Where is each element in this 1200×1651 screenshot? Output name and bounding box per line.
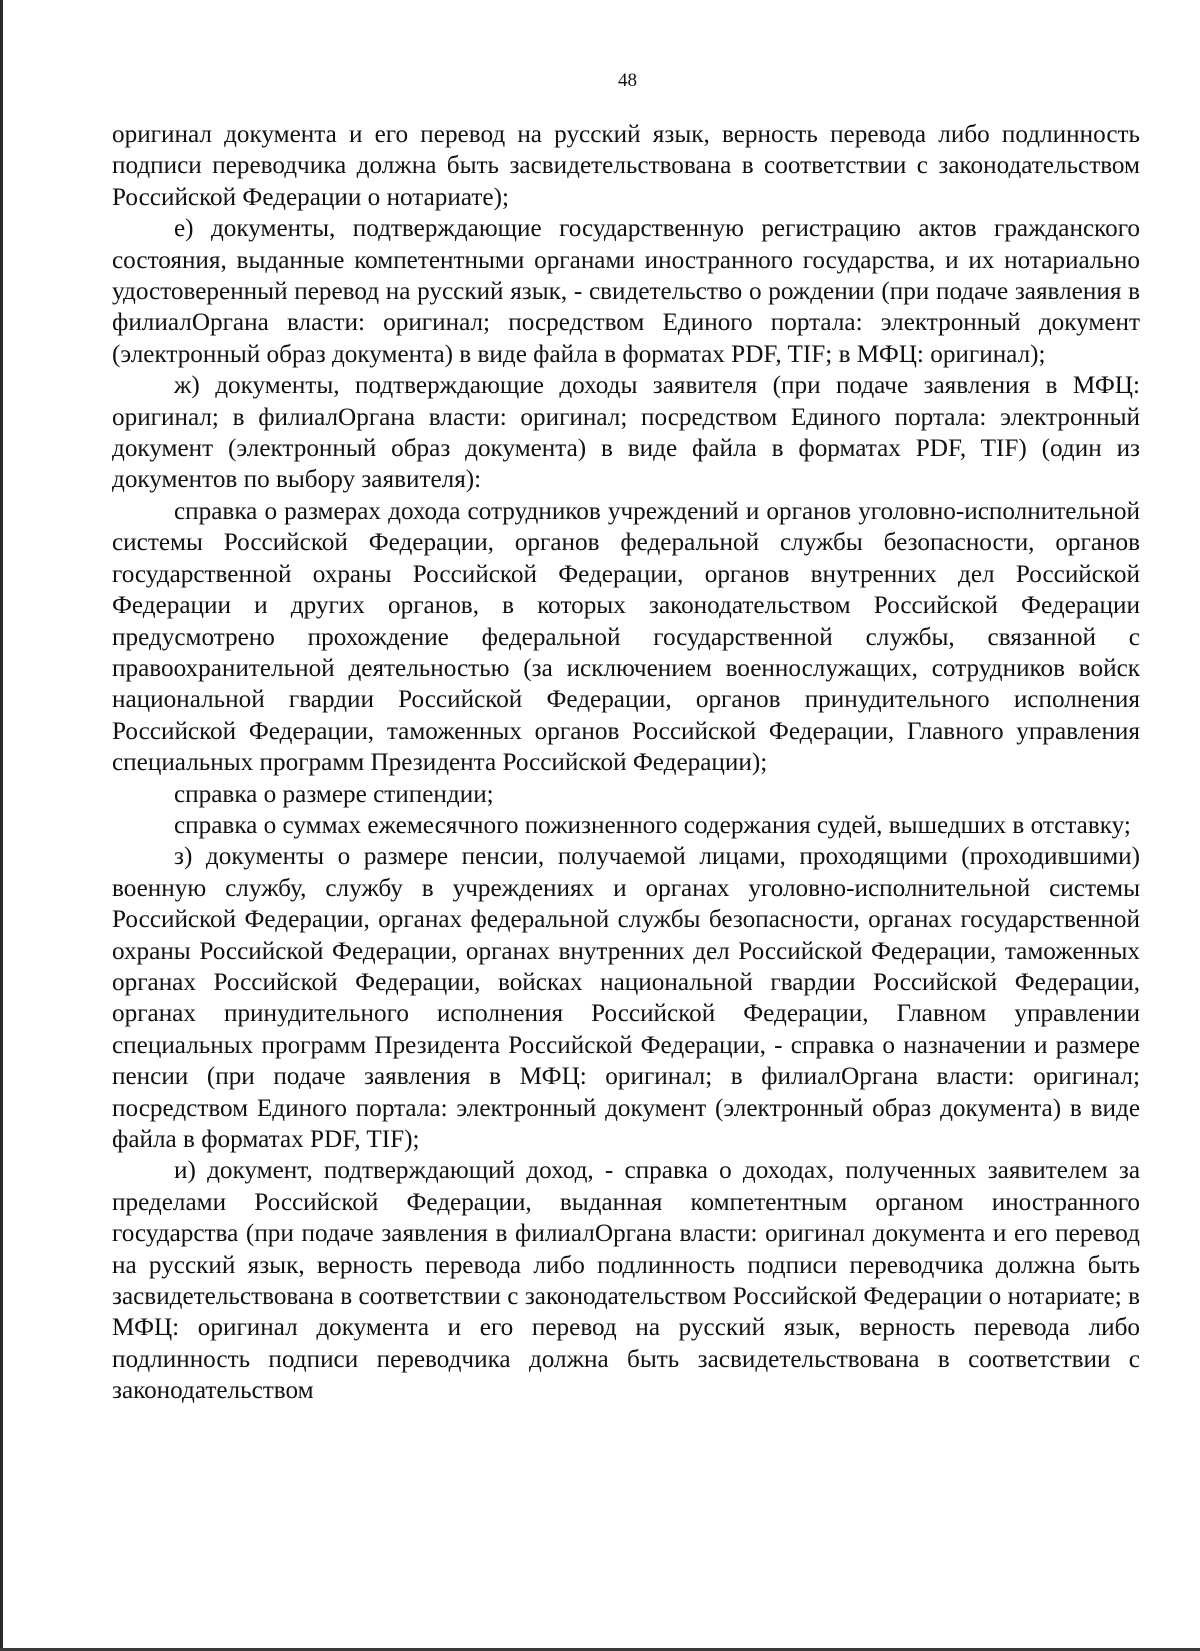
paragraph-continuation: оригинал документа и его перевод на русский язык, верность перевода либо подлинность подписи переводчика должна быть засвидетельствована в соответствии с законодательством Российской Федерации о нотариате); (112, 121, 1140, 211)
page-number: 48 (618, 70, 637, 91)
paragraph-item-z: з) документы о размере пенсии, получаемой лицами, проходящими (проходившими) военную службу, службу в учреждениях и органах уголовно-исполнительной системы Российской Федерации, органах федеральной службы безопасности, органах государственной охраны Российской Федерации, органах внутренних дел Российской Федерации, таможенных органах Российской Федерации, войсках национальной гвардии Российской Федерации, органах принудительного исполнения Российской Федерации, Главном управлении специальных программ Президента Российской Федерации, - справка о назначении и размере пенсии (при подаче заявления в МФЦ: оригинал; в филиалОргана власти: оригинал; посредством Единого портала: электронный документ (электронный образ документа) в виде файла в форматах PDF, TIF); (112, 843, 1140, 1153)
paragraph-item-zh: ж) документы, подтверждающие доходы заявителя (при подаче заявления в МФЦ: оригинал; в филиалОргана власти: оригинал; посредством Единого портала: электронный документ (электронный образ документа) в виде файла в форматах PDF, TIF) (один из документов по выбору заявителя): (112, 372, 1140, 494)
paragraph-income-certificate: справка о размерах дохода сотрудников учреждений и органов уголовно-исполнительной системы Российской Федерации, органов федеральной службы безопасности, органов государственной охраны Российской Федерации, органов внутренних дел Российской Федерации и других органов, в которых законодательством Российской Федерации предусмотрено прохождение федеральной государственной службы, связанной с правоохранительной деятельностью (за исключением военнослужащих, сотрудников войск национальной гвардии Российской Федерации, органов принудительного исполнения Российской Федерации, таможенных органов Российской Федерации, Главного управления специальных программ Президента Российской Федерации); (112, 497, 1140, 777)
paragraph-item-i: и) документ, подтверждающий доход, - справка о доходах, полученных заявителем за пределами Российской Федерации, выданная компетентным органом иностранного государства (при подаче заявления в филиалОргана власти: оригинал документа и его перевод на русский язык, верность перевода либо подлинность подписи переводчика должна быть засвидетельствована в соответствии с законодательством Российской Федерации о нотариате; в МФЦ: оригинал документа и его перевод на русский язык, верность перевода либо подлинность подписи переводчика должна быть засвидетельствована в соответствии с законодательством (112, 1157, 1140, 1405)
paragraph-stipend-certificate: справка о размере стипендии; (174, 780, 494, 808)
paragraph-judges-certificate: справка о суммах ежемесячного пожизненного содержания судей, вышедших в отставку; (174, 811, 1131, 839)
document-body (112, 119, 1140, 1407)
paragraph-item-e: е) документы, подтверждающие государственную регистрацию актов гражданского состояния, выданные компетентными органами иностранного государства, и их нотариально удостоверенный перевод на русский язык, - свидетельство о рождении (при подаче заявления в филиалОргана власти: оригинал; посредством Единого портала: электронный документ (электронный образ документа) в виде файла в форматах PDF, TIF; в МФЦ: оригинал); (112, 215, 1140, 368)
scan-edge-left (0, 0, 3, 1651)
